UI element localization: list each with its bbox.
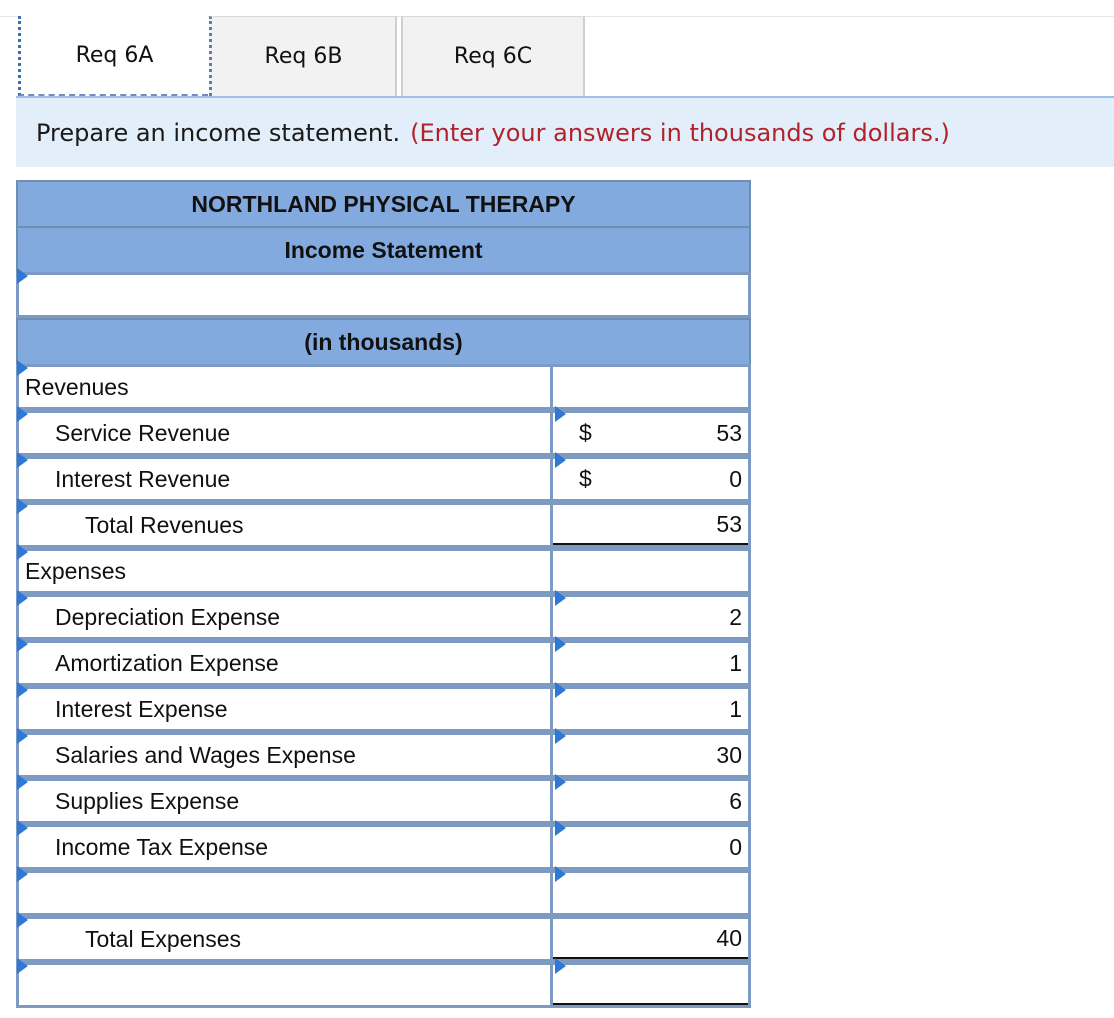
blank-expense-row <box>16 870 751 916</box>
supplies-label[interactable]: Supplies Expense <box>19 781 550 821</box>
total-expenses-row <box>16 916 751 962</box>
dollar-sign: $ <box>579 419 592 446</box>
depreciation-row <box>16 594 751 640</box>
row-marker-icon <box>17 820 28 836</box>
row-marker-icon <box>17 360 28 376</box>
row-marker-icon <box>17 452 28 468</box>
cell-marker-icon <box>555 590 566 606</box>
row-marker-icon <box>17 866 28 882</box>
total-expenses-label[interactable]: Total Expenses <box>19 919 550 959</box>
income-tax-label[interactable]: Income Tax Expense <box>19 827 550 867</box>
company-name-header <box>16 180 751 228</box>
supplies-row <box>16 778 751 824</box>
period-row <box>16 272 751 318</box>
cell-marker-icon <box>555 452 566 468</box>
amortization-amount[interactable]: 1 <box>553 643 748 683</box>
income-statement-table <box>16 180 751 1010</box>
tab-req-6b[interactable]: Req 6B <box>209 16 397 96</box>
interest-revenue-amount[interactable] <box>553 459 748 499</box>
row-marker-icon <box>17 728 28 744</box>
revenues-header-row <box>16 364 751 410</box>
supplies-amount[interactable]: 6 <box>553 781 748 821</box>
row-marker-icon <box>17 636 28 652</box>
total-expenses-amount: 40 <box>553 919 748 959</box>
instruction-text: Prepare an income statement. <box>36 118 401 147</box>
service-revenue-row <box>16 410 751 456</box>
income-tax-row <box>16 824 751 870</box>
cell-marker-icon <box>555 774 566 790</box>
row-marker-icon <box>17 544 28 560</box>
cell-marker-icon <box>555 820 566 836</box>
instruction-note: (Enter your answers in thousands of dollars.) <box>410 118 950 147</box>
service-revenue-value: 53 <box>716 419 742 446</box>
statement-title-header <box>16 226 751 274</box>
tab-req-6a[interactable]: Req 6A <box>18 16 208 96</box>
row-marker-icon <box>17 912 28 928</box>
total-revenues-amount: 53 <box>553 505 748 545</box>
expenses-label[interactable]: Expenses <box>19 551 550 591</box>
total-revenues-label[interactable]: Total Revenues <box>19 505 550 545</box>
interest-revenue-value: 0 <box>729 465 742 492</box>
total-revenues-row <box>16 502 751 548</box>
net-income-row <box>16 962 751 1008</box>
row-marker-icon <box>17 774 28 790</box>
net-income-amount[interactable] <box>553 965 748 1005</box>
depreciation-label[interactable]: Depreciation Expense <box>19 597 550 637</box>
instruction-banner <box>16 96 1114 167</box>
net-income-label[interactable] <box>19 965 550 1005</box>
company-name: NORTHLAND PHYSICAL THERAPY <box>191 190 576 217</box>
interest-revenue-label[interactable]: Interest Revenue <box>19 459 550 499</box>
cell-marker-icon <box>555 636 566 652</box>
interest-expense-row <box>16 686 751 732</box>
expenses-header-amount <box>553 551 748 591</box>
blank-expense-amount[interactable] <box>553 873 748 913</box>
interest-expense-amount[interactable]: 1 <box>553 689 748 729</box>
service-revenue-amount[interactable] <box>553 413 748 453</box>
cell-marker-icon <box>555 406 566 422</box>
salaries-amount[interactable]: 30 <box>553 735 748 775</box>
units-header <box>16 318 751 366</box>
row-marker-icon <box>17 406 28 422</box>
revenues-header-amount <box>553 367 748 407</box>
row-marker-icon <box>17 682 28 698</box>
period-field[interactable] <box>19 275 748 315</box>
tab-req-6c[interactable]: Req 6C <box>401 16 585 96</box>
expenses-header-row <box>16 548 751 594</box>
cell-marker-icon <box>555 728 566 744</box>
cell-marker-icon <box>555 958 566 974</box>
salaries-row <box>16 732 751 778</box>
period-input[interactable] <box>19 274 748 316</box>
service-revenue-label[interactable]: Service Revenue <box>19 413 550 453</box>
cell-marker-icon <box>555 866 566 882</box>
cell-marker-icon <box>555 682 566 698</box>
amortization-label[interactable]: Amortization Expense <box>19 643 550 683</box>
interest-revenue-row <box>16 456 751 502</box>
statement-title: Income Statement <box>284 236 483 263</box>
row-marker-icon <box>17 590 28 606</box>
row-marker-icon <box>17 268 28 284</box>
amortization-row <box>16 640 751 686</box>
row-marker-icon <box>17 498 28 514</box>
dollar-sign: $ <box>579 465 592 492</box>
revenues-label[interactable]: Revenues <box>19 367 550 407</box>
units-label: (in thousands) <box>304 328 463 355</box>
row-marker-icon <box>17 958 28 974</box>
income-tax-amount[interactable]: 0 <box>553 827 748 867</box>
salaries-label[interactable]: Salaries and Wages Expense <box>19 735 550 775</box>
interest-expense-label[interactable]: Interest Expense <box>19 689 550 729</box>
depreciation-amount[interactable]: 2 <box>553 597 748 637</box>
blank-expense-label[interactable] <box>19 873 550 913</box>
